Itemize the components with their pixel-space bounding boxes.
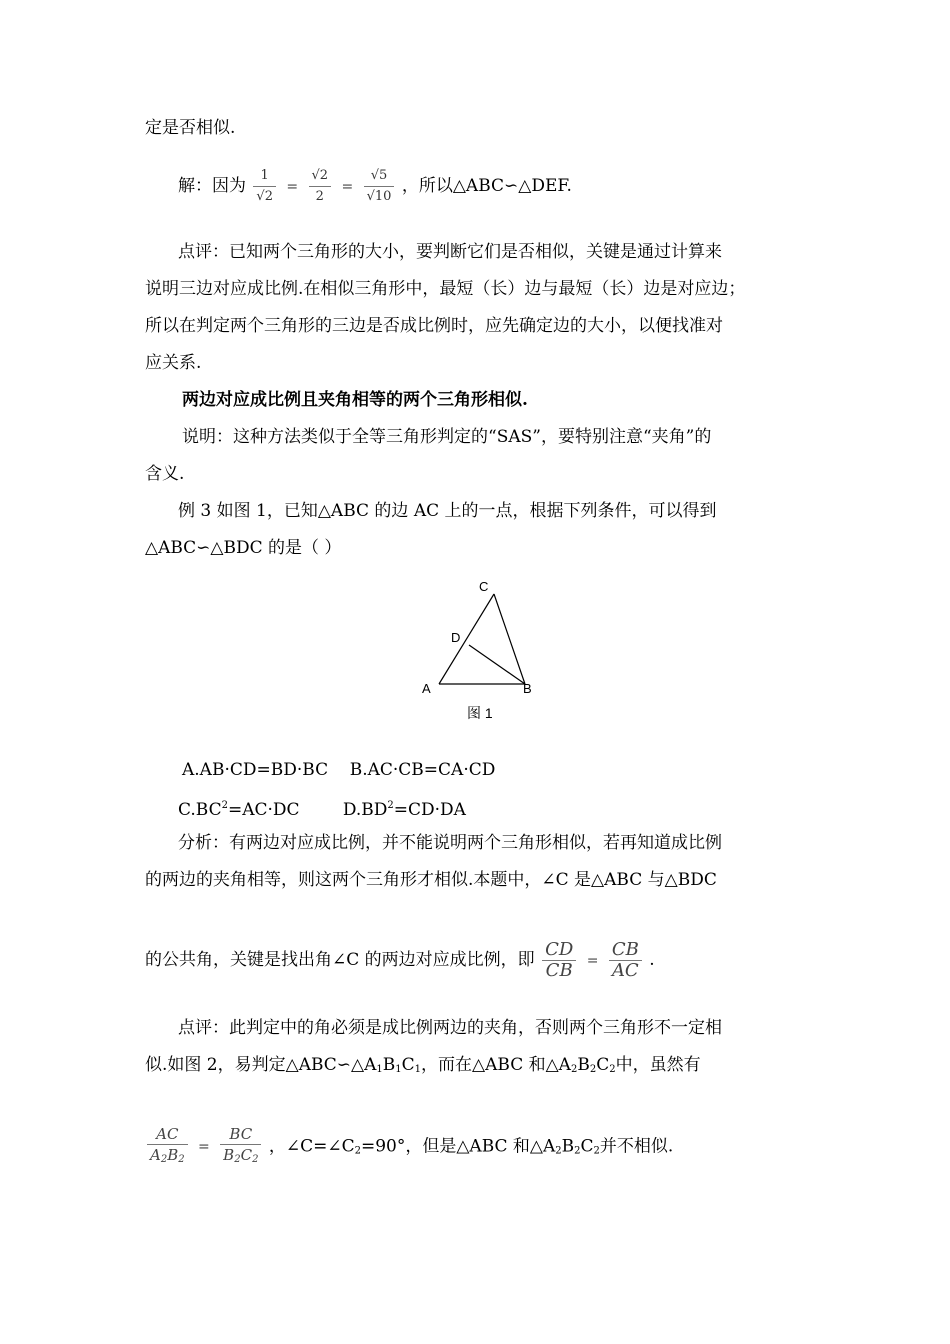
options-line: [178, 794, 466, 822]
equals-sign: =: [198, 1139, 210, 1155]
vertex-label-d: D: [451, 630, 461, 645]
denominator: 2: [315, 189, 324, 204]
numerator: CD: [542, 940, 576, 961]
option-b: B.AC·CB=CA·CD: [349, 760, 496, 780]
fraction: [147, 1124, 188, 1170]
analysis-text: 的公共角，关键是找出角∠C 的两边对应成比例，即: [145, 950, 535, 970]
text-line: 定是否相似.: [145, 118, 236, 138]
options-line: [182, 758, 495, 782]
final-line: $\frac{AC}{A_2B_2}$ = $\frac{BC}{B_2C_2}$ ，$\angle C=\angle C_2=90^\circ$，但是△ABC 和$\triangle A_2B_2C_2$并不相似.: [145, 1124, 673, 1170]
side-ac: [439, 594, 494, 684]
example-line: 例 3 如图 1，已知△ABC 的边 AC 上的一点，根据下列条件，可以得到: [178, 501, 717, 521]
analysis-line: 分析：有两边对应成比例，并不能说明两个三角形相似，若再知道成比例: [178, 833, 722, 853]
denominator: √2: [256, 189, 273, 204]
note-line: 说明：这种方法类似于全等三角形判定的“SAS”，要特别注意“夹角”的: [182, 427, 712, 447]
option-a: A.AB·CD=BD·BC: [182, 760, 329, 780]
option-d: $D.BD^2=CD\cdot DA$: [342, 800, 466, 820]
fraction: [309, 166, 332, 207]
triangle-figure: [415, 572, 545, 727]
denominator: CB: [545, 960, 573, 981]
comment-line: 应关系.: [145, 353, 202, 373]
equals-sign: =: [586, 952, 599, 969]
comment-line: 所以在判定两个三角形的三边是否成比例时，应先确定边的大小，以便找准对: [145, 316, 723, 336]
equals-sign: =: [286, 178, 299, 195]
denominator: $B_2C_2$: [223, 1146, 259, 1165]
fraction: [253, 166, 276, 207]
solution-prefix: 解：因为: [178, 176, 246, 196]
period: .: [649, 950, 655, 970]
fraction: [542, 940, 576, 981]
fraction: [220, 1124, 261, 1170]
denominator: AC: [611, 960, 639, 981]
theorem-heading: 两边对应成比例且夹角相等的两个三角形相似.: [182, 390, 528, 410]
vertex-label-a: A: [422, 681, 431, 696]
comment-line: 说明三边对应成比例.在相似三角形中，最短（长）边与最短（长）边是对应边；: [145, 279, 746, 299]
numerator: √2: [309, 166, 332, 187]
analysis-line: 的两边的夹角相等，则这两个三角形才相似.本题中，∠C 是△ABC 与△BDC: [145, 870, 717, 890]
equals-sign: =: [341, 178, 354, 195]
comment-line: 点评：已知两个三角形的大小，要判断它们是否相似，关键是通过计算来: [178, 242, 722, 262]
comment2-line: 点评：此判定中的角必须是成比例两边的夹角，否则两个三角形不一定相: [178, 1018, 722, 1038]
vertex-label-c: C: [479, 579, 489, 594]
analysis-line: [145, 940, 655, 981]
solution-suffix: ，所以△ABC∽△DEF.: [401, 176, 572, 196]
side-cb: [494, 594, 525, 684]
segment-bd: [469, 645, 525, 684]
vertex-label-b: B: [523, 681, 532, 696]
comment2-line: 似.如图 2，易判定$\triangle ABC∽\triangle A_1B_1C_1$，而在△ABC 和$\triangle A_2B_2C_2$中，虽然有: [145, 1055, 701, 1075]
numerator: 1: [253, 166, 276, 187]
example-line: △ABC∽△BDC 的是（ ）: [145, 538, 342, 558]
solution-line: [178, 166, 572, 207]
numerator: AC: [147, 1124, 188, 1145]
note-line: 含义.: [145, 464, 185, 484]
fraction: [609, 940, 642, 981]
numerator: CB: [609, 940, 642, 961]
numerator: BC: [220, 1124, 261, 1145]
numerator: √5: [364, 166, 395, 187]
figure-caption: 图 1: [467, 705, 493, 721]
denominator: $A_2B_2$: [150, 1146, 185, 1165]
fraction: [364, 166, 395, 207]
option-c: $C.BC^2=AC\cdot DC$: [178, 800, 300, 820]
denominator: √10: [366, 189, 392, 204]
